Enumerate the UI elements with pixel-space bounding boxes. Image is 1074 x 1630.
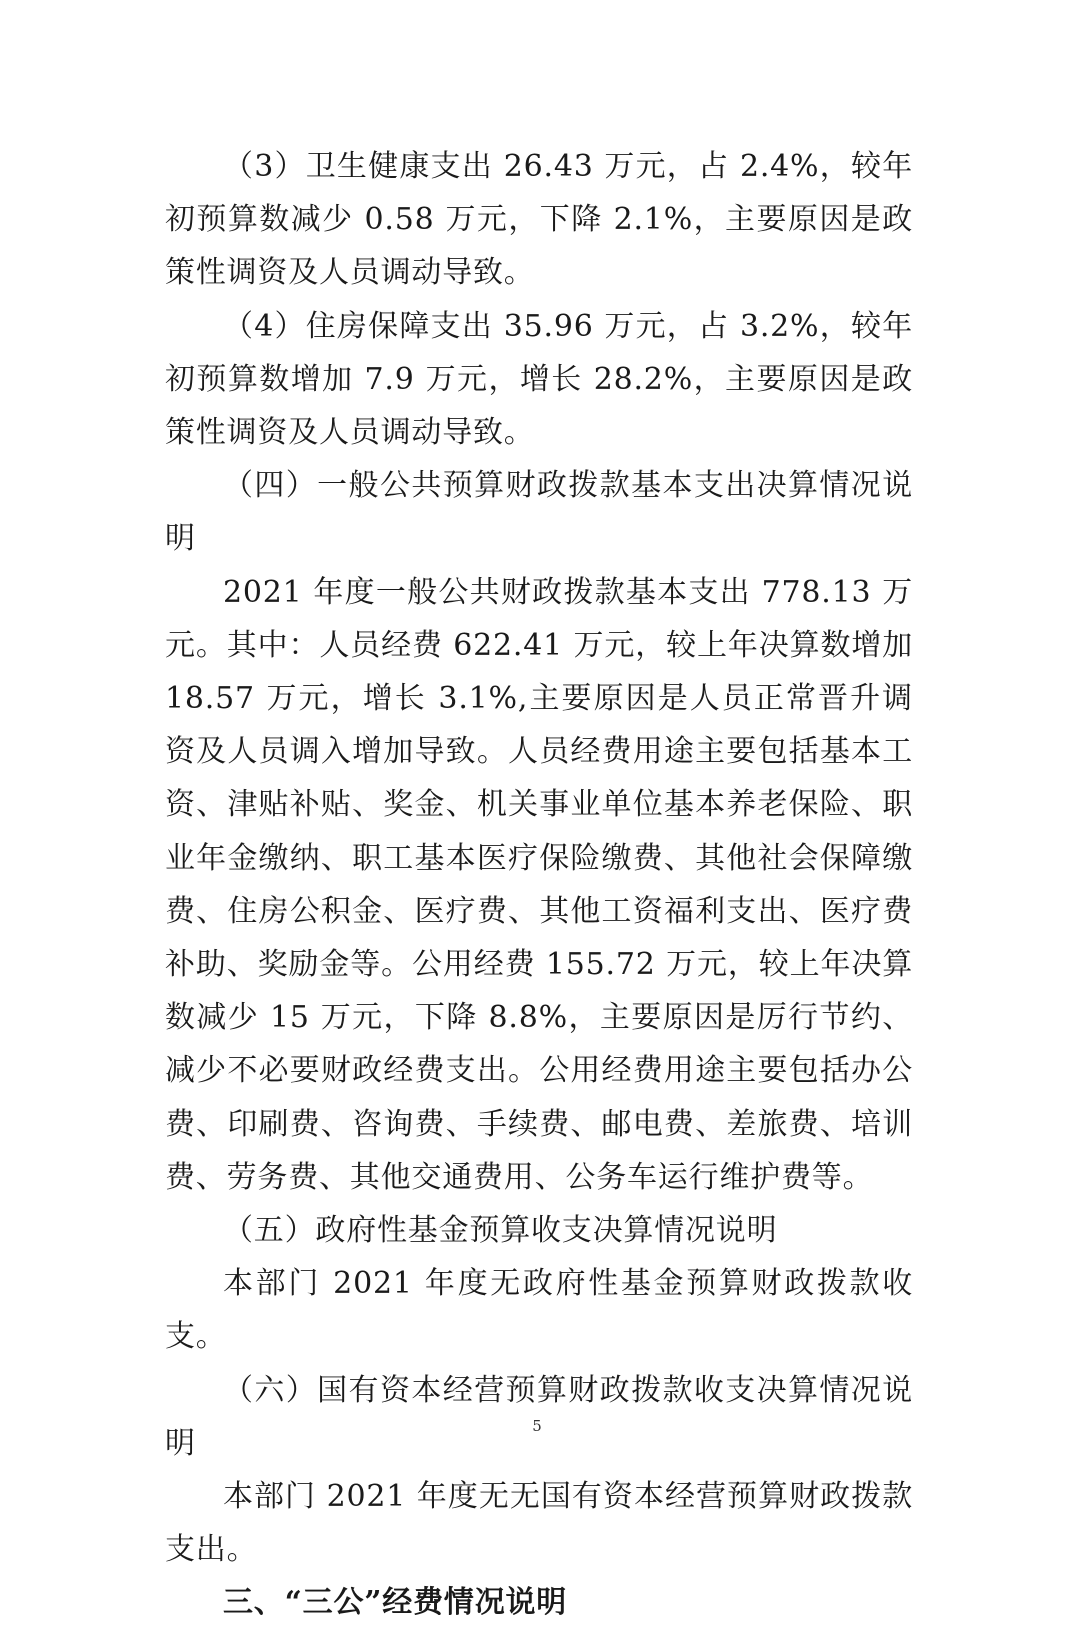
heading-basic-expenditure: （四）一般公共预算财政拨款基本支出决算情况说明 xyxy=(165,468,913,557)
paragraph-housing-expenditure: （4）住房保障支出 35.96 万元，占 3.2%，较年初预算数增加 7.9 万元，增长 28.2%，主要原因是政策性调资及人员调动导致。 xyxy=(165,308,913,451)
heading-three-public-expenses: 三、“三公”经费情况说明 xyxy=(223,1585,568,1621)
paragraph-basic-expenditure: 2021 年度一般公共财政拨款基本支出 778.13 万元。其中：人员经费 622.41 万元，较上年决算数增加 18.57 万元，增长 3.1%,主要原因是人员正常晋升调资及人员调入增加导致。人员经费用途主要包括基本工资、津贴补贴、奖金、机关事业单位基本养老保险、职业年金缴纳、职工基本医疗保险缴费、其他社会保障缴费、住房公积金、医疗费、其他工资福利支出、医疗费补助、奖励金等。公用经费 155.72 万元，较上年决算数减少 15 万元，下降 8.8%，主要原因是厉行节约、减少不必要财政经费支出。公用经费用途主要包括办公费、印刷费、咨询费、手续费、邮电费、差旅费、培训费、劳务费、其他交通费用、公务车运行维护费等。 xyxy=(165,574,913,1195)
paragraph-government-fund: 本部门 2021 年度无政府性基金预算财政拨款收支。 xyxy=(165,1266,913,1355)
document-body xyxy=(165,140,913,1630)
heading-state-capital: （六）国有资本经营预算财政拨款收支决算情况说明 xyxy=(165,1372,913,1461)
heading-government-fund: （五）政府性基金预算收支决算情况说明 xyxy=(223,1213,778,1249)
paragraph-health-expenditure: （3）卫生健康支出 26.43 万元，占 2.4%，较年初预算数减少 0.58 万元，下降 2.1%，主要原因是政策性调资及人员调动导致。 xyxy=(165,149,913,291)
paragraph-state-capital: 本部门 2021 年度无无国有资本经营预算财政拨款支出。 xyxy=(165,1479,913,1568)
page-number: 5 xyxy=(532,1417,542,1435)
